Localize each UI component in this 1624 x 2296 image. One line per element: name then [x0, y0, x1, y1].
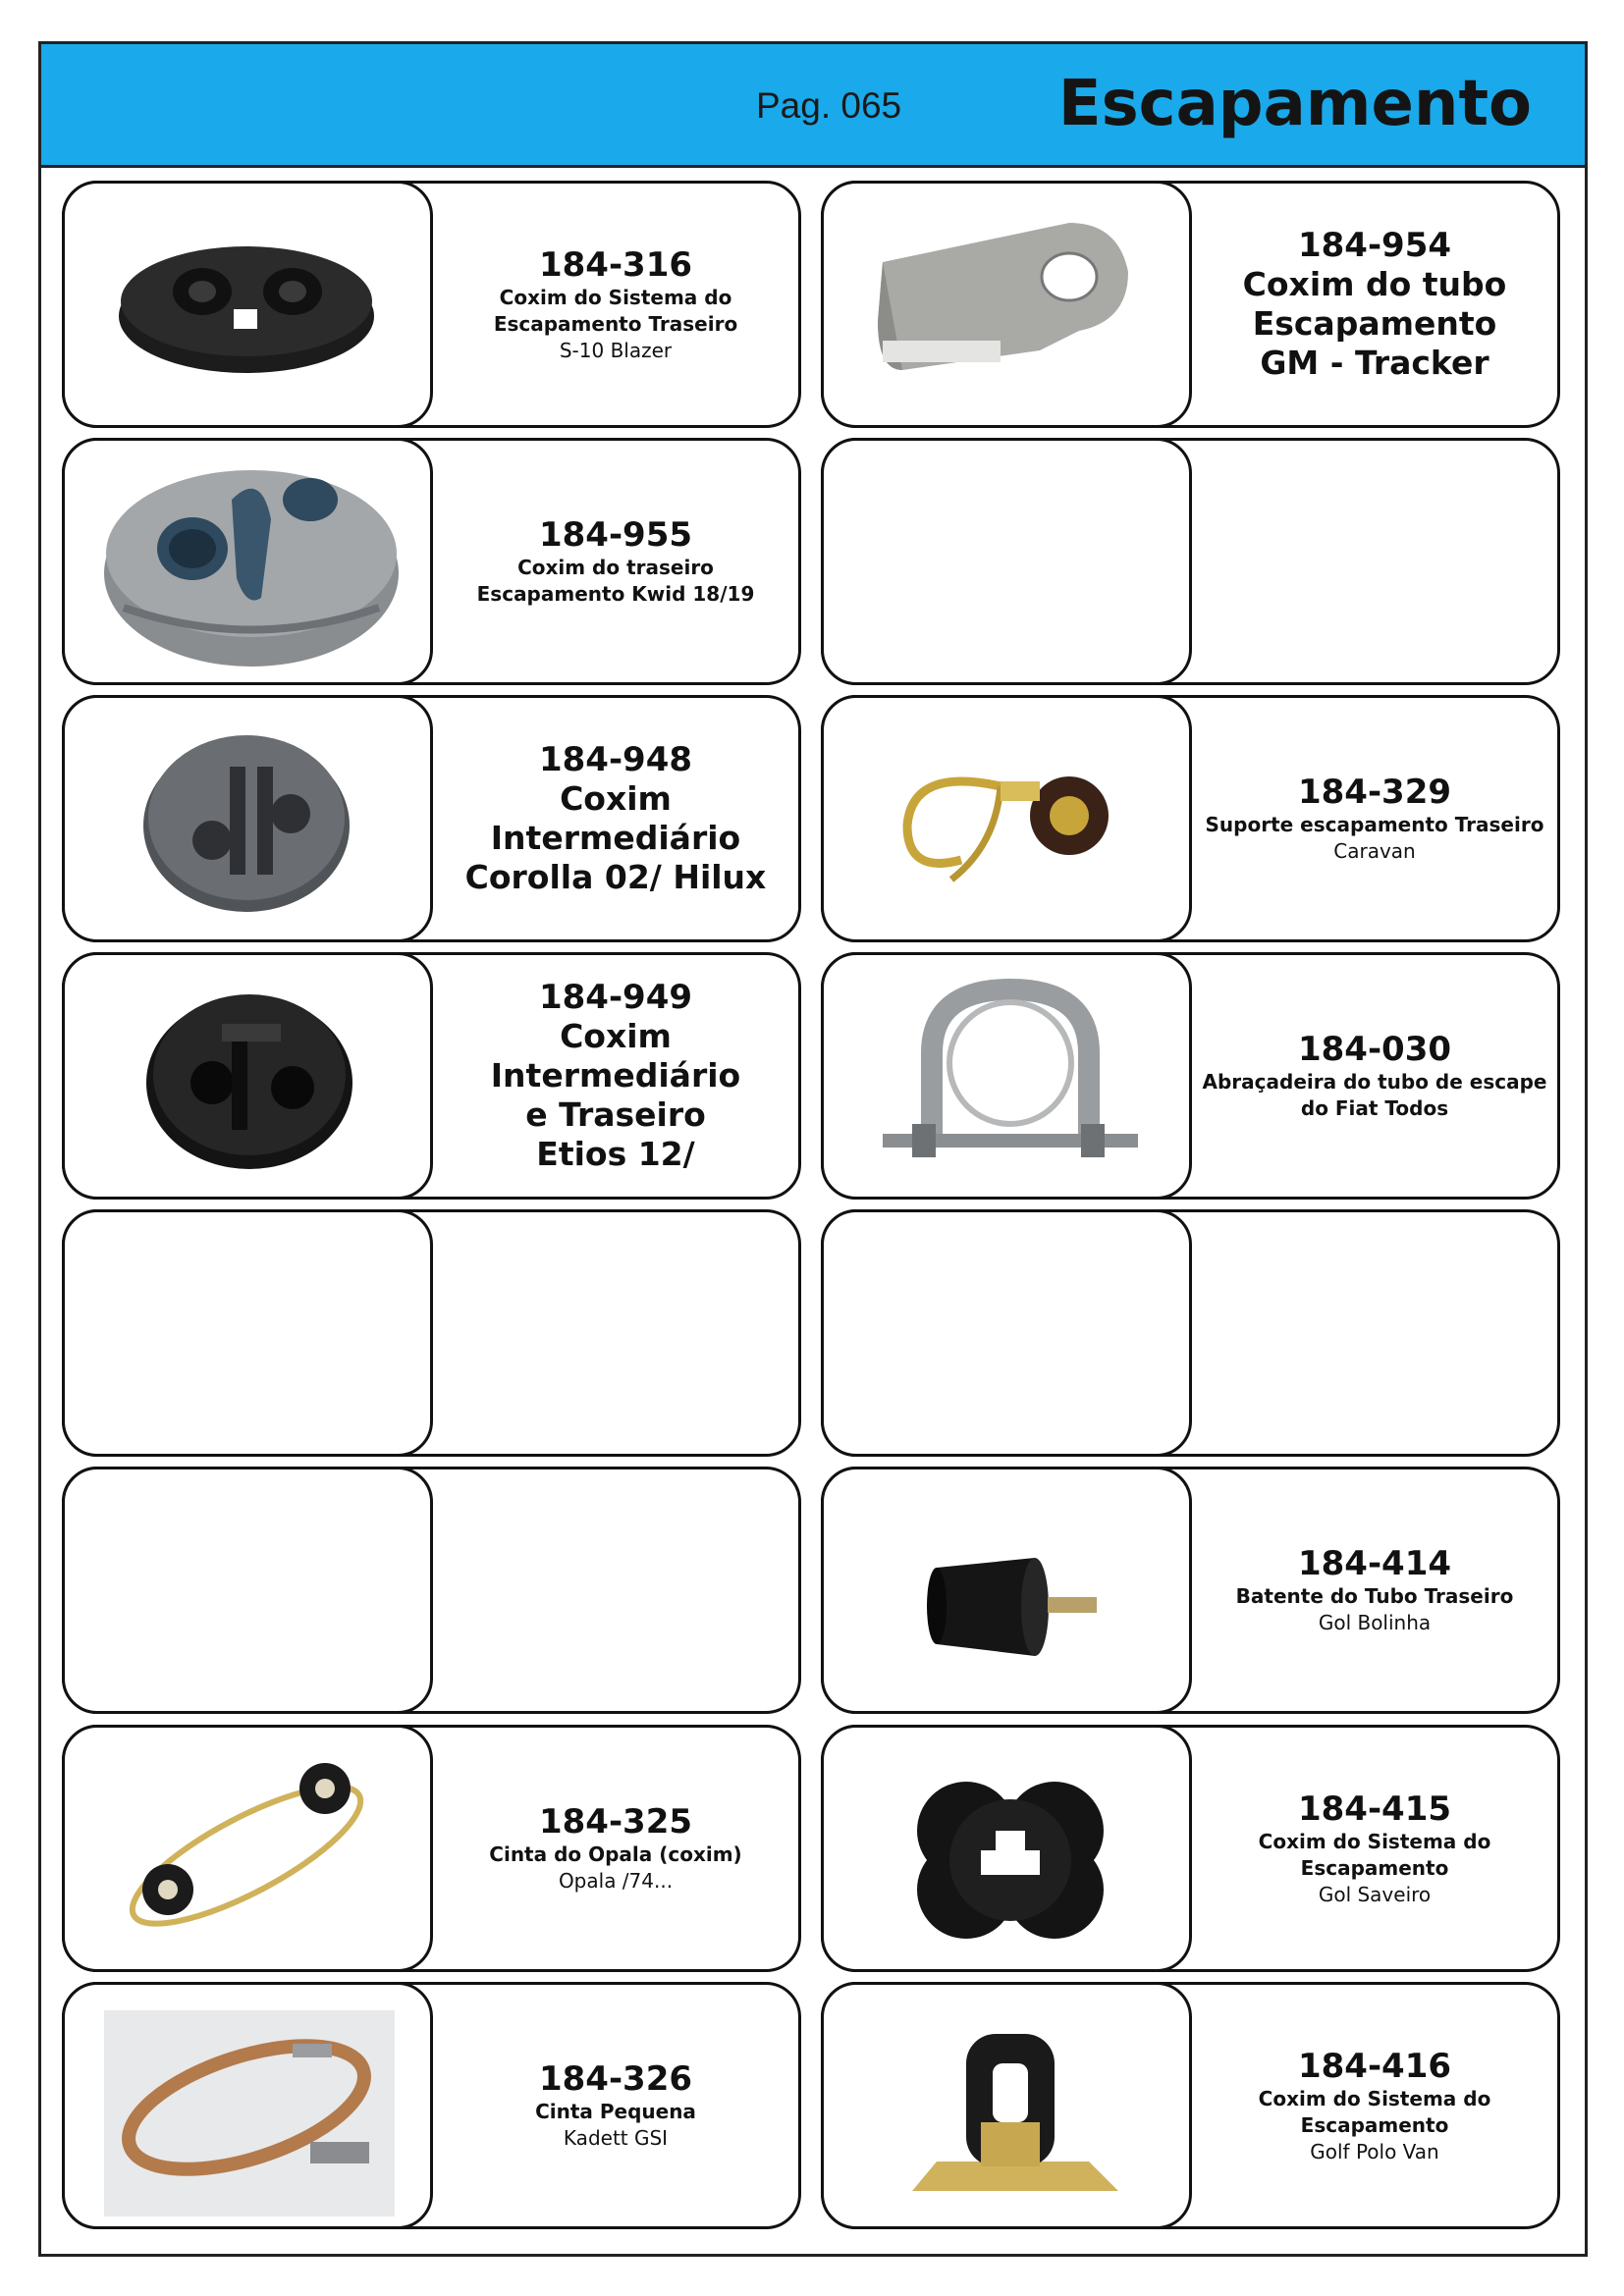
gray-round-hanger-icon	[65, 698, 433, 942]
product-description	[433, 1985, 798, 2226]
product-image-box	[62, 438, 433, 685]
product-line: Escapamento Traseiro	[493, 311, 738, 336]
product-line: Coxim Intermediário	[490, 779, 741, 857]
product-line: Cinta do Opala (coxim)	[489, 1842, 742, 1866]
empty-product-card	[821, 438, 1560, 685]
empty-product-card	[62, 1209, 801, 1457]
mounted-hanger-bracket-icon	[824, 1985, 1192, 2229]
product-line: Coxim do traseiro	[517, 556, 714, 579]
product-line: Escapamento Kwid 18/19	[476, 582, 755, 606]
product-card	[62, 181, 801, 428]
product-description	[1192, 441, 1557, 682]
page-header	[41, 44, 1585, 168]
product-description	[433, 1469, 798, 1711]
product-line: Corolla 02/ Hilux	[464, 858, 767, 896]
clamp-with-bushing-icon	[824, 698, 1192, 942]
product-description	[433, 441, 798, 682]
product-card	[62, 1982, 801, 2229]
product-image-box	[62, 181, 433, 428]
product-code: 184-416	[1297, 2046, 1452, 2086]
product-line: Etios 12/	[536, 1135, 695, 1173]
product-line: Gol Saveiro	[1318, 1882, 1432, 1906]
product-description	[433, 184, 798, 425]
rubber-hanger-icon	[65, 184, 433, 428]
rubber-bumper-stud-icon	[824, 1469, 1192, 1714]
product-card	[821, 952, 1560, 1200]
empty-product-card	[821, 1209, 1560, 1457]
product-description	[433, 698, 798, 939]
product-image-box	[62, 1209, 433, 1457]
product-description	[433, 1728, 798, 1969]
product-card	[821, 695, 1560, 942]
product-code: 184-325	[538, 1802, 693, 1842]
product-image-box	[821, 952, 1192, 1200]
product-card	[821, 1725, 1560, 1972]
product-image-box	[821, 1982, 1192, 2229]
u-bolt-clamp-icon	[824, 955, 1192, 1200]
product-line: Coxim do Sistema do	[1258, 1829, 1491, 1853]
product-card	[62, 438, 801, 685]
product-line: Batente do Tubo Traseiro	[1235, 1584, 1514, 1608]
product-line: GM - Tracker	[1260, 344, 1489, 382]
product-line: Gol Bolinha	[1318, 1611, 1432, 1634]
product-line: Escapamento	[1300, 2112, 1449, 2137]
product-image-box	[821, 181, 1192, 428]
product-description	[1192, 698, 1557, 939]
product-code: 184-316	[538, 244, 693, 285]
product-image-box	[62, 1982, 433, 2229]
product-image-box	[821, 438, 1192, 685]
gray-hanger-icon	[65, 441, 433, 685]
product-card	[821, 1467, 1560, 1714]
product-line: Escapamento	[1300, 1855, 1449, 1880]
product-line: Golf Polo Van	[1310, 2139, 1439, 2163]
product-card	[821, 1982, 1560, 2229]
product-description	[433, 1212, 798, 1454]
product-description	[433, 955, 798, 1197]
product-description	[1192, 1985, 1557, 2226]
product-card	[62, 695, 801, 942]
product-card	[62, 1725, 801, 1972]
product-image-box	[821, 1725, 1192, 1972]
product-code: 184-414	[1297, 1544, 1452, 1583]
product-code: 184-326	[538, 2059, 693, 2099]
product-line: Suporte escapamento Traseiro	[1205, 813, 1544, 836]
product-line: e Traseiro	[525, 1095, 706, 1134]
product-description	[1192, 955, 1557, 1197]
product-code: 184-948	[538, 740, 693, 779]
product-line: do Fiat Todos	[1300, 1096, 1449, 1120]
product-line: Abraçadeira do tubo de escape	[1202, 1070, 1547, 1094]
product-code: 184-955	[538, 515, 693, 555]
product-line: Escapamento	[1252, 304, 1497, 343]
copper-strap-clamp-icon	[65, 1985, 433, 2229]
product-line: Kadett GSI	[563, 2126, 669, 2150]
black-round-hanger-icon	[65, 955, 433, 1200]
product-image-box	[821, 695, 1192, 942]
strap-with-bushings-icon	[65, 1728, 433, 1972]
product-code: 184-415	[1297, 1789, 1452, 1829]
page-number: Pag. 065	[756, 85, 902, 126]
product-image-box	[62, 1467, 433, 1714]
section-title: Escapamento	[1057, 68, 1532, 140]
product-description	[1192, 1728, 1557, 1969]
product-code: 184-954	[1297, 226, 1452, 265]
gray-bracket-icon	[824, 184, 1192, 428]
product-image-box	[821, 1209, 1192, 1457]
product-description	[1192, 1469, 1557, 1711]
empty-product-card	[62, 1467, 801, 1714]
product-line: Opala /74...	[558, 1869, 674, 1893]
product-image-box	[62, 1725, 433, 1972]
product-image-box	[821, 1467, 1192, 1714]
product-code: 184-030	[1297, 1030, 1452, 1069]
product-line: Coxim do tubo	[1242, 265, 1507, 303]
product-code: 184-329	[1297, 773, 1452, 812]
clover-hanger-icon	[824, 1728, 1192, 1972]
product-line: Cinta Pequena	[535, 2100, 696, 2123]
product-description	[1192, 1212, 1557, 1454]
product-line: Coxim Intermediário	[490, 1017, 741, 1095]
product-line: Coxim do Sistema do	[1258, 2086, 1491, 2110]
product-card	[62, 952, 801, 1200]
product-line: Caravan	[1333, 839, 1416, 863]
product-card	[821, 181, 1560, 428]
product-image-box	[62, 695, 433, 942]
product-image-box	[62, 952, 433, 1200]
product-line: Coxim do Sistema do	[499, 285, 732, 309]
product-code: 184-949	[538, 978, 693, 1017]
product-line: S-10 Blazer	[559, 338, 673, 362]
product-description	[1192, 184, 1557, 425]
